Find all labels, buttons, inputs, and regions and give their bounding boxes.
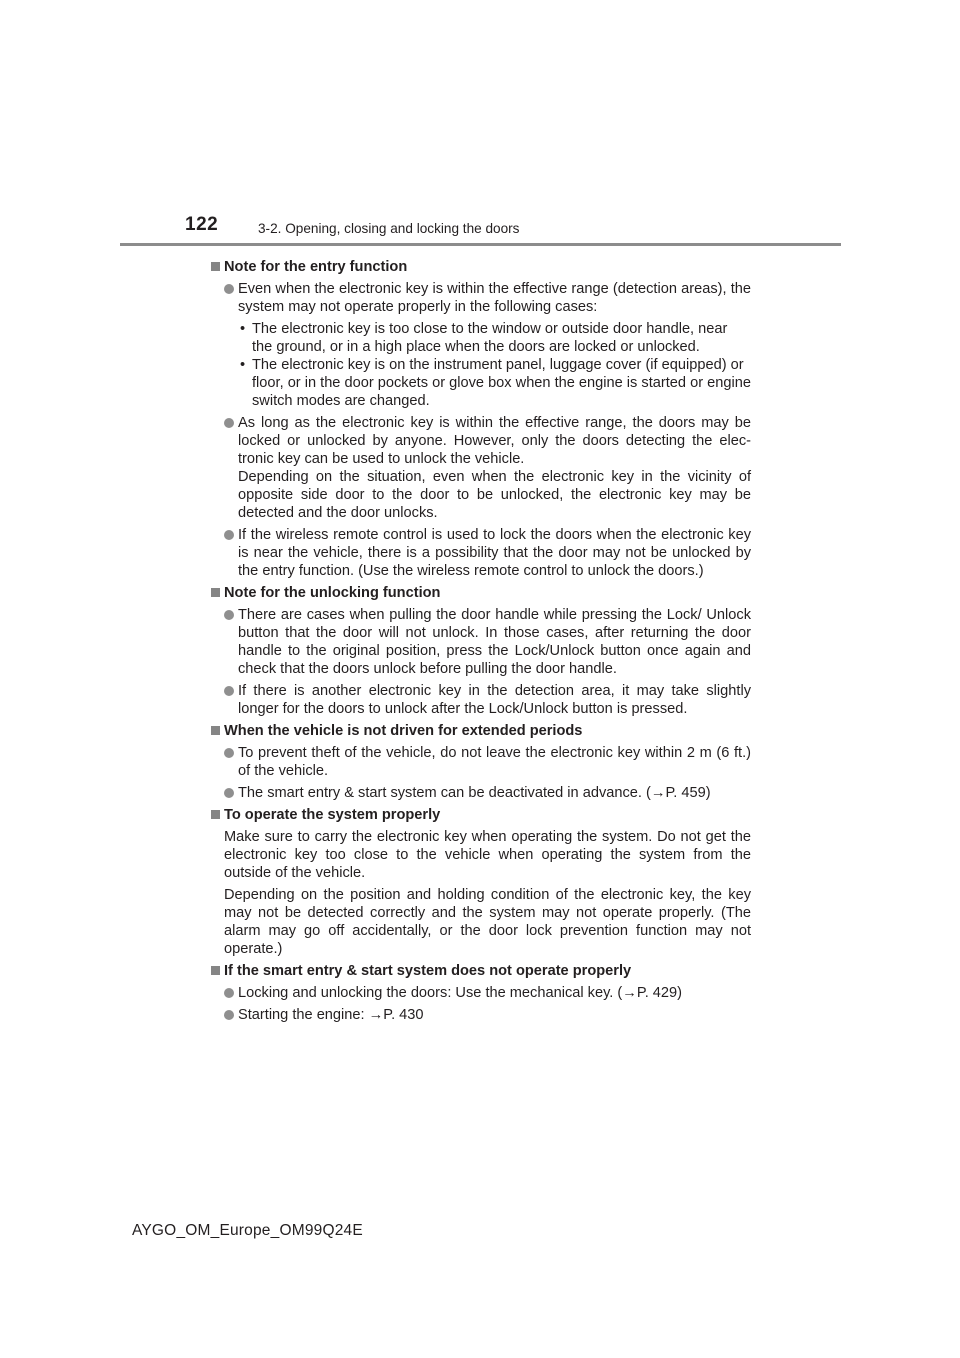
bullet-dot-icon — [224, 530, 234, 540]
section-title: 3-2. Opening, closing and locking the doors — [258, 221, 520, 236]
bullet-dot-icon — [224, 788, 234, 798]
sub-bullet-icon: • — [240, 321, 246, 337]
bullet-item: As long as the electronic key is within the effective range, the doors may be locked or unlocked by anyone. However, only the doors detecting the elec-tronic key can be used to unlock the vehicle. Depending on the situation, even when the electronic key in the vicinity of opposite side door to the door to be unlocked, the electronic key may be detected and the door unlocks. — [210, 414, 751, 522]
bullet-item: If the wireless remote control is used to lock the doors when the electronic key is near the vehicle, there is a possibility that the door may not be unlocked by the entry function. (Use the wireless remote control to unlock the doors.) — [210, 526, 751, 580]
bullet-dot-icon — [224, 988, 234, 998]
section-heading: To operate the system properly — [210, 806, 751, 824]
page-number: 122 — [185, 214, 219, 235]
section-heading: Note for the entry function — [210, 258, 751, 276]
bullet-dot-icon — [224, 284, 234, 294]
sub-item: • The electronic key is too close to the window or outside door handle, near the ground, or in a high place when the doors are locked or unlocked. — [240, 321, 728, 355]
square-bullet-icon — [211, 726, 220, 735]
section-heading: Note for the unlocking function — [210, 584, 751, 602]
footer-doc-id: AYGO_OM_Europe_OM99Q24E — [132, 1222, 363, 1239]
square-bullet-icon — [211, 262, 220, 271]
bullet-dot-icon — [224, 748, 234, 758]
square-bullet-icon — [211, 810, 220, 819]
bullet-item: If there is another electronic key in the detection area, it may take slightly longer for the doors to unlock after the Lock/Unlock button is pressed. — [210, 682, 751, 718]
bullet-dot-icon — [224, 610, 234, 620]
square-bullet-icon — [211, 588, 220, 597]
sub-item: • The electronic key is on the instrument panel, luggage cover (if equipped) or floor, or in the door pockets or glove box when the engine is started or engine switch modes are changed. — [240, 357, 751, 409]
bullet-item: There are cases when pulling the door handle while pressing the Lock/ Unlock button that the door will not unlock. In those cases, after returning the door handle to the original position, press the Lock/Unlock button once again and check that the doors unlock before pulling the door handle. — [210, 606, 751, 678]
header-rule — [120, 243, 841, 246]
bullet-dot-icon — [224, 418, 234, 428]
section-heading: If the smart entry & start system does not operate properly — [210, 962, 751, 980]
bullet-dot-icon — [224, 686, 234, 696]
bullet-dot-icon — [224, 1010, 234, 1020]
sub-bullet-icon: • — [240, 357, 246, 373]
sub-list — [210, 320, 751, 410]
bullet-item: Locking and unlocking the doors: Use the mechanical key. (→P. 429) — [210, 984, 751, 1002]
page-content — [210, 254, 751, 1024]
square-bullet-icon — [211, 966, 220, 975]
paragraph: Make sure to carry the electronic key when operating the system. Do not get the electronic key too close to the vehicle when operating the system from the outside of the vehicle. — [224, 829, 751, 881]
bullet-item: The smart entry & start system can be deactivated in advance. (→P. 459) — [210, 784, 751, 802]
paragraph: Depending on the position and holding condition of the electronic key, the key may not be detected correctly and the system may not operate properly. (The alarm may go off accidentally, or the door lock prevention function may not operate.) — [224, 887, 751, 957]
bullet-item: Even when the electronic key is within the effective range (detection areas), the system may not operate properly in the following cases: — [210, 280, 751, 316]
bullet-item: Starting the engine: →P. 430 — [210, 1006, 751, 1024]
section-heading: When the vehicle is not driven for extended periods — [210, 722, 751, 740]
bullet-item: To prevent theft of the vehicle, do not leave the electronic key within 2 m (6 ft.) of the vehicle. — [210, 744, 751, 780]
